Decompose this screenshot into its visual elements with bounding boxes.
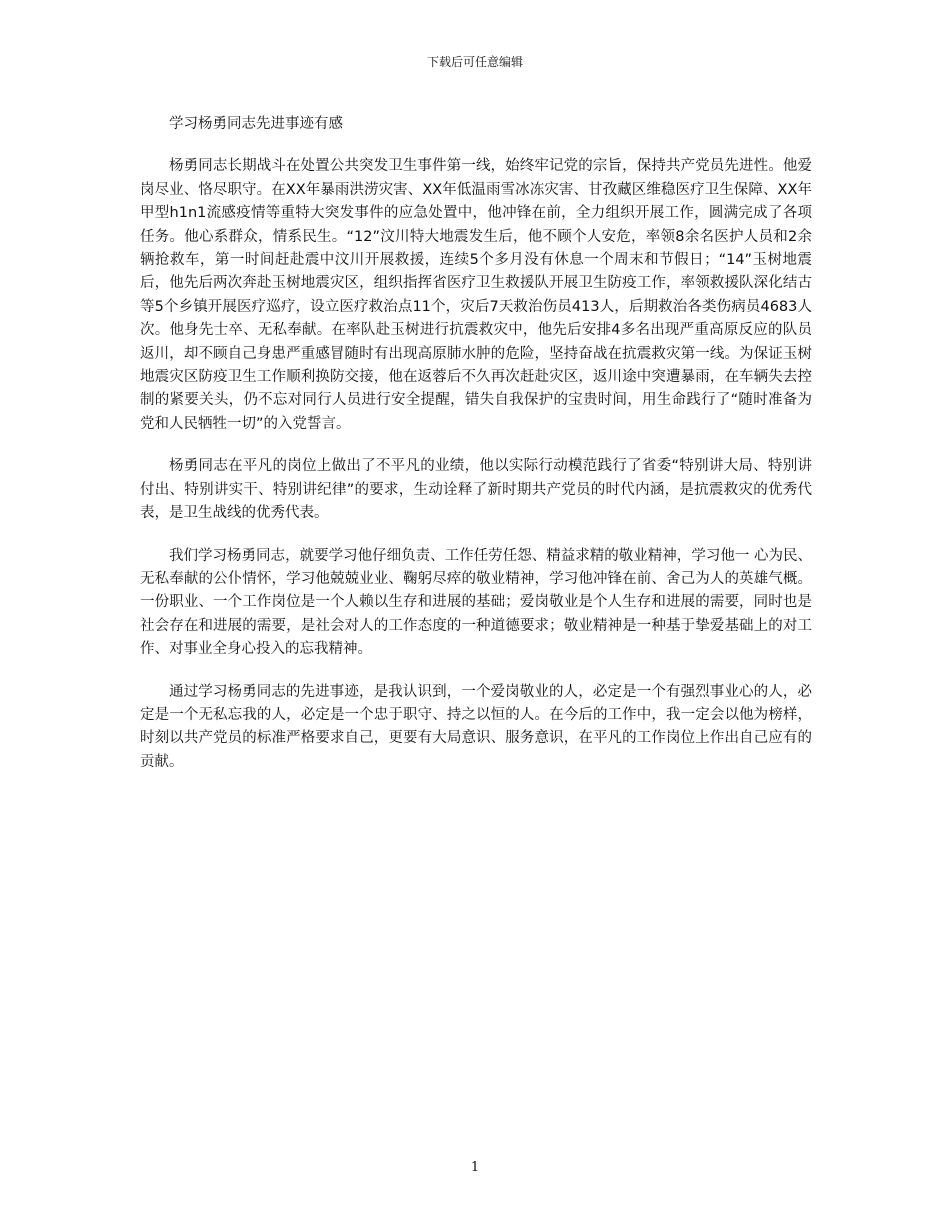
paragraph-3: 我们学习杨勇同志，就要学习他仔细负责、工作任劳任怨、精益求精的敬业精神，学习他一 心为民、无私奉献的公仆情怀，学习他兢兢业业、鞠躬尽瘁的敬业精神，学习他冲锋在前、舍己为人的英雄气概。一份职业、一个工作岗位是一个人赖以生存和进展的基础；爱岗敬业是个人生存和进展的需要，同时也是社会存在和进展的需要，是社会对人的工作态度的一种道德要求；敬业精神是一种基于挚爱基础上的对工作、对事业全身心投入的忘我精神。 <box>140 547 812 658</box>
paragraph-4: 通过学习杨勇同志的先进事迹，是我认识到，一个爱岗敬业的人，必定是一个有强烈事业心的人，必定是一个无私忘我的人，必定是一个忠于职守、持之以恒的人。在今后的工作中，我一定会以他为榜样，时刻以共产党员的标准严格要求自己，更要有大局意识、服务意识，在平凡的工作岗位上作出自己应有的贡献。 <box>140 683 812 770</box>
paragraph-1: 杨勇同志长期战斗在处置公共突发卫生事件第一线，始终牢记党的宗旨，保持共产党员先进性。他爱岗尽业、恪尽职守。在XX年暴雨洪涝灾害、XX年低温雨雪冰冻灾害、甘孜藏区维稳医疗卫生保障、XX年甲型h1n1流感疫情等重特大突发事件的应急处置中，他冲锋在前，全力组织开展工作，圆满完成了各项任务。他心系群众，情系民生。“12”汶川特大地震发生后，他不顾个人安危，率领8余名医护人员和2余辆抢救车，第一时间赶赴震中汶川开展救援，连续5个多月没有休息一个周末和节假日；“14”玉树地震后，他先后两次奔赴玉树地震灾区，组织指挥省医疗卫生救援队开展卫生防疫工作，率领救援队深化结古等5个乡镇开展医疗巡疗，设立医疗救治点11个，灾后7天救治伤员413人，后期救治各类伤病员4683人次。他身先士卒、无私奉献。在率队赴玉树进行抗震救灾中，他先后安排4多名出现严重高原反应的队员返川，却不顾自己身患严重感冒随时有出现高原肺水肿的危险，坚持奋战在抗震救灾第一线。为保证玉树地震灾区防疫卫生工作顺利换防交接，他在返蓉后不久再次赶赴灾区，返川途中突遭暴雨，在车辆失去控制的紧要关头，仍不忘对同行人员进行安全提醒，错失自我保护的宝贵时间，用生命践行了“随时准备为党和人民牺牲一切”的入党誓言。 <box>140 158 812 432</box>
paragraph-2: 杨勇同志在平凡的岗位上做出了不平凡的业绩，他以实际行动模范践行了省委“特别讲大局、特别讲付出、特别讲实干、特别讲纪律”的要求，生动诠释了新时期共产党员的时代内涵，是抗震救灾的优秀代表，是卫生战线的优秀代表。 <box>140 458 812 522</box>
page-number: 1 <box>470 1160 480 1175</box>
page-header: 下载后可任意编辑 <box>426 55 523 69</box>
document-body <box>140 113 812 793</box>
document-title: 学习杨勇同志先进事迹有感 <box>169 116 343 132</box>
